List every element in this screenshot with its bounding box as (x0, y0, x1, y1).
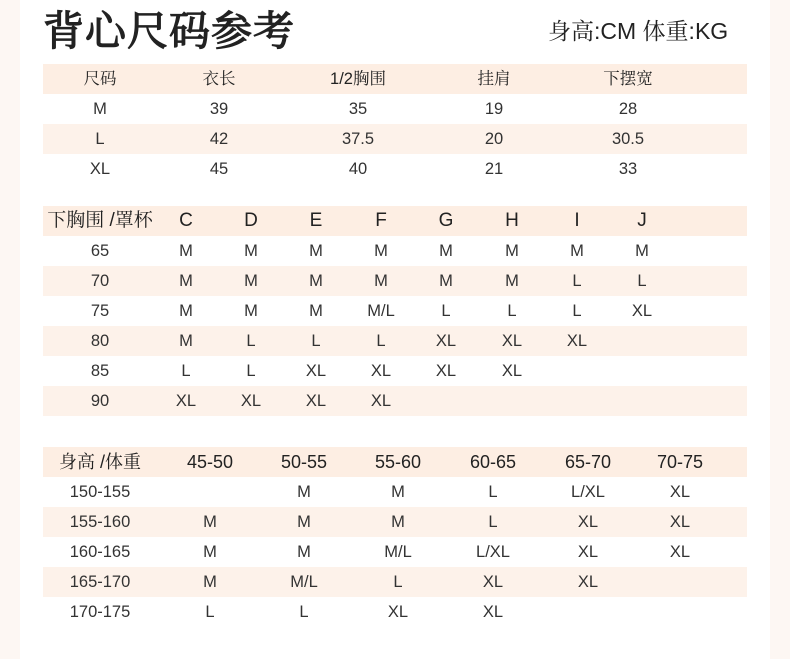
column-header: F (375, 210, 387, 231)
table-cell: 35 (348, 100, 368, 118)
table-cell: XL (669, 543, 691, 561)
table-cell: M (244, 302, 258, 320)
table-cell: M/L (367, 302, 395, 320)
table-cell: 28 (618, 100, 638, 118)
table-cell: L (441, 302, 451, 320)
table-cell: XL (631, 302, 653, 320)
table-cell: M/L (384, 543, 412, 561)
table-cell: XL (501, 362, 523, 380)
table-cell: 37.5 (341, 130, 375, 148)
table-cell: M (505, 242, 519, 260)
table-cell: M (297, 513, 311, 531)
table-cell: 65 (90, 242, 110, 260)
table-row (43, 94, 747, 124)
table-cell: M (203, 543, 217, 561)
table-cell: M (244, 272, 258, 290)
table-cell: 20 (484, 130, 504, 148)
table-row (43, 507, 747, 537)
table-cell: XL (305, 362, 327, 380)
column-header: G (438, 210, 454, 231)
table-cell: XL (240, 392, 262, 410)
body-size-table (43, 447, 747, 627)
table-cell: 165-170 (69, 573, 131, 591)
table-row (43, 477, 747, 507)
table-cell: XL (175, 392, 197, 410)
table-cell: XL (435, 332, 457, 350)
table-cell: M (203, 573, 217, 591)
table-row (43, 386, 747, 416)
table-cell: L (311, 332, 321, 350)
table-cell: L (246, 332, 256, 350)
table-cell: XL (387, 603, 409, 621)
garment-size-table (43, 64, 747, 184)
table-cell: 33 (618, 160, 638, 178)
table-row (43, 296, 747, 326)
table-row (43, 326, 747, 356)
table-cell: M (439, 272, 453, 290)
table-cell: M (391, 513, 405, 531)
table-row (43, 356, 747, 386)
table-cell: 85 (90, 362, 110, 380)
column-header: I (574, 210, 580, 231)
table-cell: 30.5 (611, 130, 645, 148)
table-cell: L (572, 272, 582, 290)
column-header: 1/2胸围 (330, 70, 386, 88)
table-row (43, 537, 747, 567)
table-cell: XL (669, 513, 691, 531)
table-cell: XL (566, 332, 588, 350)
table-cell: 42 (209, 130, 229, 148)
table-cell: L (393, 573, 403, 591)
table-cell: M (297, 543, 311, 561)
table-cell: L (572, 302, 582, 320)
table-cell: L (246, 362, 256, 380)
table-cell: 70 (90, 272, 110, 290)
table-cell: M (570, 242, 584, 260)
table-row (43, 236, 747, 266)
table-cell: M (93, 100, 107, 118)
table-cell: 21 (484, 160, 504, 178)
table-cell: L (507, 302, 517, 320)
table-cell: 45 (209, 160, 229, 178)
table-cell: M (391, 483, 405, 501)
table-row (43, 567, 747, 597)
table-cell: L (488, 483, 498, 501)
column-header: J (637, 210, 647, 231)
table-cell: 75 (90, 302, 110, 320)
table-cell: M (297, 483, 311, 501)
table-cell: XL (435, 362, 457, 380)
table-cell: 80 (90, 332, 110, 350)
column-header: 身高 /体重 (58, 452, 142, 472)
table-cell: M/L (290, 573, 318, 591)
table-cell: M (179, 242, 193, 260)
table-cell: 40 (348, 160, 368, 178)
table-cell: XL (669, 483, 691, 501)
table-cell: M (309, 242, 323, 260)
table-cell: M (203, 513, 217, 531)
header-row (43, 206, 747, 236)
bra-size-table (43, 206, 747, 416)
column-header: H (505, 210, 519, 231)
table-cell: L (299, 603, 309, 621)
table-cell: M (505, 272, 519, 290)
table-cell: 155-160 (69, 513, 131, 531)
table-cell: XL (89, 160, 111, 178)
unit-note: 身高:CM 体重:KG (548, 18, 729, 44)
column-header: 55-60 (374, 452, 422, 472)
column-header: 尺码 (83, 70, 117, 88)
table-cell: L (181, 362, 191, 380)
table-cell: M (244, 242, 258, 260)
table-cell: XL (577, 513, 599, 531)
column-header: E (309, 210, 323, 231)
table-cell: L (488, 513, 498, 531)
table-cell: L (376, 332, 386, 350)
table-cell: XL (370, 392, 392, 410)
table-cell: 160-165 (69, 543, 131, 561)
page-title: 背心尺码参考 (43, 8, 295, 54)
table-cell: L (637, 272, 647, 290)
table-row (43, 124, 747, 154)
header-row (43, 64, 747, 94)
table-cell: L (95, 130, 105, 148)
table-cell: M (439, 242, 453, 260)
table-cell: M (374, 242, 388, 260)
table-cell: M (374, 272, 388, 290)
table-cell: M (309, 272, 323, 290)
table-cell: L/XL (571, 483, 605, 501)
table-cell: XL (501, 332, 523, 350)
table-cell: M (179, 272, 193, 290)
column-header: C (179, 210, 193, 231)
table-cell: M (635, 242, 649, 260)
table-cell: 39 (209, 100, 229, 118)
table-cell: M (309, 302, 323, 320)
table-cell: 170-175 (69, 603, 131, 621)
table-cell: M (179, 332, 193, 350)
column-header: 下摆宽 (603, 70, 653, 88)
table-cell: XL (482, 573, 504, 591)
table-cell: L (205, 603, 215, 621)
table-cell: M (179, 302, 193, 320)
column-header: 挂肩 (477, 70, 511, 88)
table-cell: XL (577, 573, 599, 591)
table-row (43, 597, 747, 627)
table-row (43, 154, 747, 184)
table-cell: XL (305, 392, 327, 410)
column-header: 50-55 (280, 452, 328, 472)
table-cell: 90 (90, 392, 110, 410)
column-header: 45-50 (186, 452, 234, 472)
table-cell: XL (577, 543, 599, 561)
column-header: 65-70 (564, 452, 612, 472)
header-row (43, 447, 747, 477)
column-header: D (244, 210, 258, 231)
table-cell: L/XL (476, 543, 510, 561)
column-header: 60-65 (469, 452, 517, 472)
column-header: 衣长 (202, 70, 236, 88)
column-header: 70-75 (656, 452, 704, 472)
column-header: 下胸围 /罩杯 (47, 210, 153, 231)
table-cell: 19 (484, 100, 504, 118)
table-cell: 150-155 (69, 483, 131, 501)
table-row (43, 266, 747, 296)
table-cell: XL (370, 362, 392, 380)
table-cell: XL (482, 603, 504, 621)
